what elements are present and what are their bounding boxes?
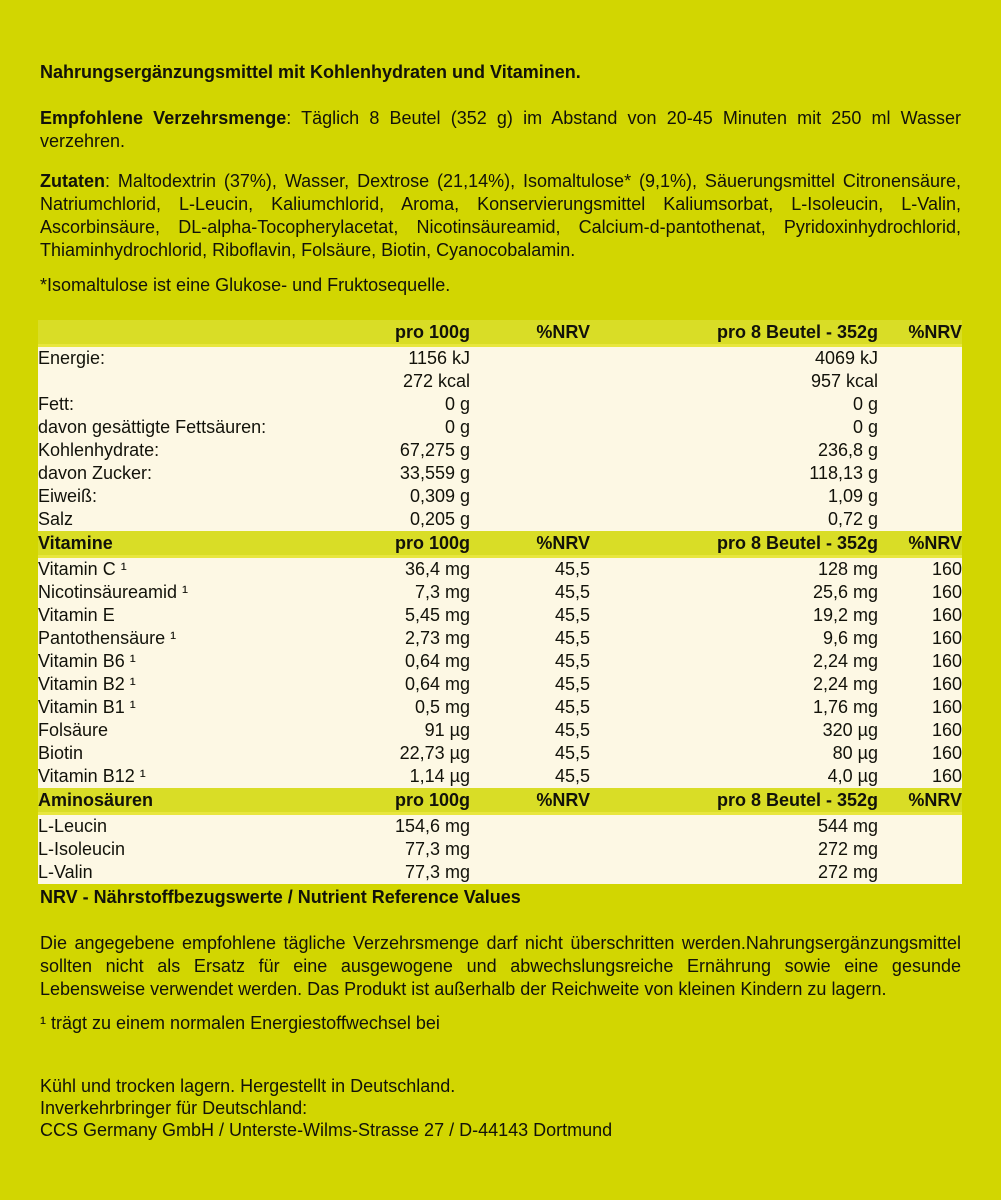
row-per100: 0,205 g — [338, 508, 470, 531]
row-nrv-per352 — [878, 462, 962, 485]
nrv-note: NRV - Nährstoffbezugswerte / Nutrient Reference Values — [40, 887, 521, 907]
row-per352: 128 mg — [590, 557, 878, 582]
row-per100: 2,73 mg — [338, 627, 470, 650]
row-nrv-per100 — [470, 416, 590, 439]
row-per100: 0,64 mg — [338, 673, 470, 696]
row-nrv-per352: 160 — [878, 650, 962, 673]
row-name: Vitamin B2 ¹ — [38, 673, 338, 696]
row-nrv-per352 — [878, 838, 962, 861]
storage-block — [40, 1075, 961, 1141]
row-per352: 19,2 mg — [590, 604, 878, 627]
table-row — [38, 393, 962, 416]
row-name: Fett: — [38, 393, 338, 416]
column-header-nrv: %NRV — [470, 531, 590, 557]
isomaltulose-note: *Isomaltulose ist eine Glukose- und Fruktosequelle. — [40, 275, 451, 295]
table-row — [38, 742, 962, 765]
row-nrv-per352 — [878, 370, 962, 393]
row-name: Biotin — [38, 742, 338, 765]
row-nrv-per100: 45,5 — [470, 604, 590, 627]
row-nrv-per100 — [470, 439, 590, 462]
row-name: L-Isoleucin — [38, 838, 338, 861]
storage-line: Kühl und trocken lagern. Hergestellt in Deutschland. — [40, 1076, 456, 1096]
table-row — [38, 627, 962, 650]
row-name: Kohlenhydrate: — [38, 439, 338, 462]
row-per352: 4069 kJ — [590, 346, 878, 371]
column-header-pro-100g: pro 100g — [338, 320, 470, 346]
row-per100: 0,309 g — [338, 485, 470, 508]
row-per100: 1,14 µg — [338, 765, 470, 788]
row-per352: 272 mg — [590, 861, 878, 884]
row-nrv-per100: 45,5 — [470, 627, 590, 650]
row-per352: 80 µg — [590, 742, 878, 765]
row-per352: 320 µg — [590, 719, 878, 742]
row-name: Vitamin B1 ¹ — [38, 696, 338, 719]
row-nrv-per352 — [878, 861, 962, 884]
row-per352: 2,24 mg — [590, 650, 878, 673]
table-row — [38, 439, 962, 462]
row-name: Vitamin B12 ¹ — [38, 765, 338, 788]
row-nrv-per352 — [878, 508, 962, 531]
column-header-nrv: %NRV — [878, 320, 962, 346]
ingredients-paragraph — [40, 170, 961, 262]
table-row — [38, 719, 962, 742]
row-nrv-per100 — [470, 508, 590, 531]
row-nrv-per352: 160 — [878, 604, 962, 627]
table-row — [38, 861, 962, 884]
row-nrv-per100 — [470, 346, 590, 371]
table-row — [38, 838, 962, 861]
row-name: Salz — [38, 508, 338, 531]
row-per352: 25,6 mg — [590, 581, 878, 604]
row-per352: 0 g — [590, 416, 878, 439]
warning-paragraph: Die angegebene empfohlene tägliche Verzehrsmenge darf nicht überschritten werden.Nahrungsergänzungsmittel sollten nicht als Ersatz für eine ausgewogene und abwechslungsreiche Ernährung sowie eine gesunde Lebensweise verwendet werden. Das Produkt ist außerhalb der Reichweite von kleinen Kindern zu lagern. — [40, 933, 961, 999]
row-name: Vitamin E — [38, 604, 338, 627]
distributor-line: CCS Germany GmbH / Unterste-Wilms-Strasse 27 / D-44143 Dortmund — [40, 1120, 613, 1140]
row-nrv-per352 — [878, 346, 962, 371]
row-nrv-per100 — [470, 393, 590, 416]
table-row — [38, 462, 962, 485]
column-header-nrv: %NRV — [470, 788, 590, 814]
row-per352: 544 mg — [590, 814, 878, 839]
row-nrv-per100: 45,5 — [470, 581, 590, 604]
table-row — [38, 650, 962, 673]
row-name: Energie: — [38, 346, 338, 371]
row-nrv-per352 — [878, 814, 962, 839]
table-section-header-row — [38, 788, 962, 814]
row-per352: 957 kcal — [590, 370, 878, 393]
row-name: davon Zucker: — [38, 462, 338, 485]
table-row — [38, 485, 962, 508]
row-per100: 0 g — [338, 393, 470, 416]
column-header-nrv: %NRV — [470, 320, 590, 346]
ingredients-text: : Maltodextrin (37%), Wasser, Dextrose (21,14%), Isomaltulose* (9,1%), Säuerungsmittel Citronensäure, Natriumchlorid, L-Leucin, Kaliumchlorid, Aroma, Konservierungsmittel Kaliumsorbat, L-Isoleucin, L-Valin, Ascorbinsäure, DL-alpha-Tocopherylacetat, Nicotinsäureamid, Calcium-d-pantothenat, Pyridoxinhydrochlorid, Thiaminhydrochlorid, Riboflavin, Folsäure, Biotin, Cyanocobalamin. — [40, 171, 961, 260]
column-header-nrv: %NRV — [878, 788, 962, 814]
row-nrv-per100 — [470, 838, 590, 861]
table-row — [38, 416, 962, 439]
section-label: Aminosäuren — [38, 788, 338, 814]
row-nrv-per352 — [878, 439, 962, 462]
row-per100: 33,559 g — [338, 462, 470, 485]
row-per100: 67,275 g — [338, 439, 470, 462]
table-row — [38, 346, 962, 371]
row-nrv-per352: 160 — [878, 557, 962, 582]
row-name: davon gesättigte Fettsäuren: — [38, 416, 338, 439]
table-row — [38, 814, 962, 839]
row-nrv-per100 — [470, 370, 590, 393]
row-nrv-per352: 160 — [878, 719, 962, 742]
row-nrv-per352: 160 — [878, 742, 962, 765]
row-nrv-per100: 45,5 — [470, 696, 590, 719]
table-section-header-row — [38, 531, 962, 557]
row-nrv-per352: 160 — [878, 627, 962, 650]
row-nrv-per100 — [470, 861, 590, 884]
column-header-pro-8-beutel: pro 8 Beutel - 352g — [590, 531, 878, 557]
row-per100: 0 g — [338, 416, 470, 439]
row-name: Vitamin C ¹ — [38, 557, 338, 582]
row-nrv-per352: 160 — [878, 765, 962, 788]
column-header-pro-100g: pro 100g — [338, 531, 470, 557]
dosage-text: : Täglich 8 Beutel (352 g) im Abstand von 20-45 Minuten mit 250 ml Wasser verzehren. — [40, 108, 962, 151]
nutrition-table-body — [38, 320, 962, 884]
table-row — [38, 696, 962, 719]
table-row — [38, 673, 962, 696]
row-name: L-Leucin — [38, 814, 338, 839]
row-per352: 0 g — [590, 393, 878, 416]
row-per352: 9,6 mg — [590, 627, 878, 650]
row-per100: 0,64 mg — [338, 650, 470, 673]
row-nrv-per100: 45,5 — [470, 719, 590, 742]
row-per352: 118,13 g — [590, 462, 878, 485]
row-nrv-per100: 45,5 — [470, 650, 590, 673]
row-nrv-per100 — [470, 462, 590, 485]
row-nrv-per100 — [470, 485, 590, 508]
row-per352: 4,0 µg — [590, 765, 878, 788]
table-row — [38, 370, 962, 393]
row-nrv-per100: 45,5 — [470, 557, 590, 582]
row-per100: 91 µg — [338, 719, 470, 742]
row-per100: 272 kcal — [338, 370, 470, 393]
table-row — [38, 581, 962, 604]
row-per100: 77,3 mg — [338, 838, 470, 861]
row-per100: 22,73 µg — [338, 742, 470, 765]
row-per100: 7,3 mg — [338, 581, 470, 604]
section-label — [38, 320, 338, 346]
row-name: Pantothensäure ¹ — [38, 627, 338, 650]
row-per352: 1,09 g — [590, 485, 878, 508]
column-header-pro-8-beutel: pro 8 Beutel - 352g — [590, 320, 878, 346]
dosage-label: Empfohlene Verzehrsmenge — [40, 108, 287, 128]
row-name: Nicotinsäureamid ¹ — [38, 581, 338, 604]
row-nrv-per100: 45,5 — [470, 673, 590, 696]
row-nrv-per352 — [878, 416, 962, 439]
row-nrv-per352: 160 — [878, 581, 962, 604]
row-nrv-per100 — [470, 814, 590, 839]
nutrition-table — [38, 320, 962, 884]
table-row — [38, 557, 962, 582]
table-row — [38, 508, 962, 531]
section-label: Vitamine — [38, 531, 338, 557]
row-per100: 0,5 mg — [338, 696, 470, 719]
column-header-nrv: %NRV — [878, 531, 962, 557]
row-per100: 5,45 mg — [338, 604, 470, 627]
row-name: Eiweiß: — [38, 485, 338, 508]
energy-footnote: ¹ trägt zu einem normalen Energiestoffwechsel bei — [40, 1013, 440, 1033]
row-per100: 1156 kJ — [338, 346, 470, 371]
row-nrv-per352 — [878, 393, 962, 416]
row-per100: 36,4 mg — [338, 557, 470, 582]
row-per352: 1,76 mg — [590, 696, 878, 719]
row-name — [38, 370, 338, 393]
row-name: Vitamin B6 ¹ — [38, 650, 338, 673]
row-name: Folsäure — [38, 719, 338, 742]
row-nrv-per352: 160 — [878, 696, 962, 719]
row-per100: 77,3 mg — [338, 861, 470, 884]
column-header-pro-8-beutel: pro 8 Beutel - 352g — [590, 788, 878, 814]
row-name: L-Valin — [38, 861, 338, 884]
column-header-pro-100g: pro 100g — [338, 788, 470, 814]
row-nrv-per100: 45,5 — [470, 765, 590, 788]
distributor-label: Inverkehrbringer für Deutschland: — [40, 1098, 308, 1118]
table-section-header-row — [38, 320, 962, 346]
product-title: Nahrungsergänzungsmittel mit Kohlenhydraten und Vitaminen. — [40, 62, 581, 82]
row-per352: 2,24 mg — [590, 673, 878, 696]
row-per352: 272 mg — [590, 838, 878, 861]
row-per352: 236,8 g — [590, 439, 878, 462]
row-nrv-per352 — [878, 485, 962, 508]
table-row — [38, 765, 962, 788]
dosage-paragraph — [40, 107, 961, 153]
row-nrv-per100: 45,5 — [470, 742, 590, 765]
row-per352: 0,72 g — [590, 508, 878, 531]
row-per100: 154,6 mg — [338, 814, 470, 839]
table-row — [38, 604, 962, 627]
row-nrv-per352: 160 — [878, 673, 962, 696]
ingredients-label: Zutaten — [40, 171, 105, 191]
